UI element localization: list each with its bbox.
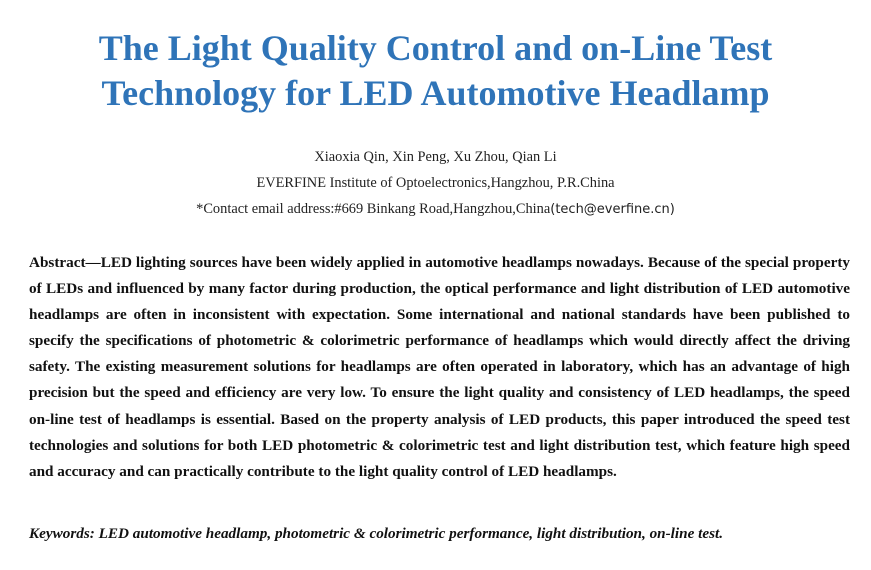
title-line-2: Technology for LED Automotive Headlamp (101, 73, 770, 113)
contact-address: *Contact email address:#669 Binkang Road,Hangzhou,China (196, 201, 551, 217)
author-info (0, 144, 871, 223)
contact-line (0, 196, 871, 223)
author-names: Xiaoxia Qin, Xin Peng, Xu Zhou, Qian Li (314, 149, 557, 165)
keywords-colon: : (89, 525, 99, 542)
keywords-label: Keywords (29, 525, 90, 542)
abstract-dash: — (85, 254, 101, 271)
abstract-text: LED lighting sources have been widely applied in automotive headlamps nowadays. Because of the special property of LEDs and influenced by many factor during production, the optical performance and light distribution of LED automotive headlamps are often in inconsistent with expectation. Some international and national standards have been published to specify the specifications of photometric & colorimetric performance of headlamps which would directly affect the driving safety. The existing measurement solutions for headlamps are often operated in laboratory, which has an advantage of high precision but the speed and efficiency are very low. To ensure the light quality and consistency of LED headlamps, the speed on-line test of headlamps is essential. Based on the property analysis of LED products, this paper introduced the speed test technologies and solutions for both LED photometric & colorimetric test and light distribution test, which feature high speed and accuracy and can practically contribute to the light quality control of LED headlamps. (29, 254, 850, 480)
keywords (29, 521, 850, 547)
contact-email: (tech@everfine.cn) (550, 202, 675, 217)
abstract-label: Abstract (29, 254, 86, 271)
title-line-1: The Light Quality Control and on-Line Test (98, 28, 773, 68)
abstract (29, 250, 850, 485)
affiliation: EVERFINE Institute of Optoelectronics,Hangzhou, P.R.China (256, 175, 615, 191)
paper-title (20, 26, 851, 116)
keywords-text: LED automotive headlamp, photometric & colorimetric performance, light distribution, on-line test. (98, 525, 723, 542)
